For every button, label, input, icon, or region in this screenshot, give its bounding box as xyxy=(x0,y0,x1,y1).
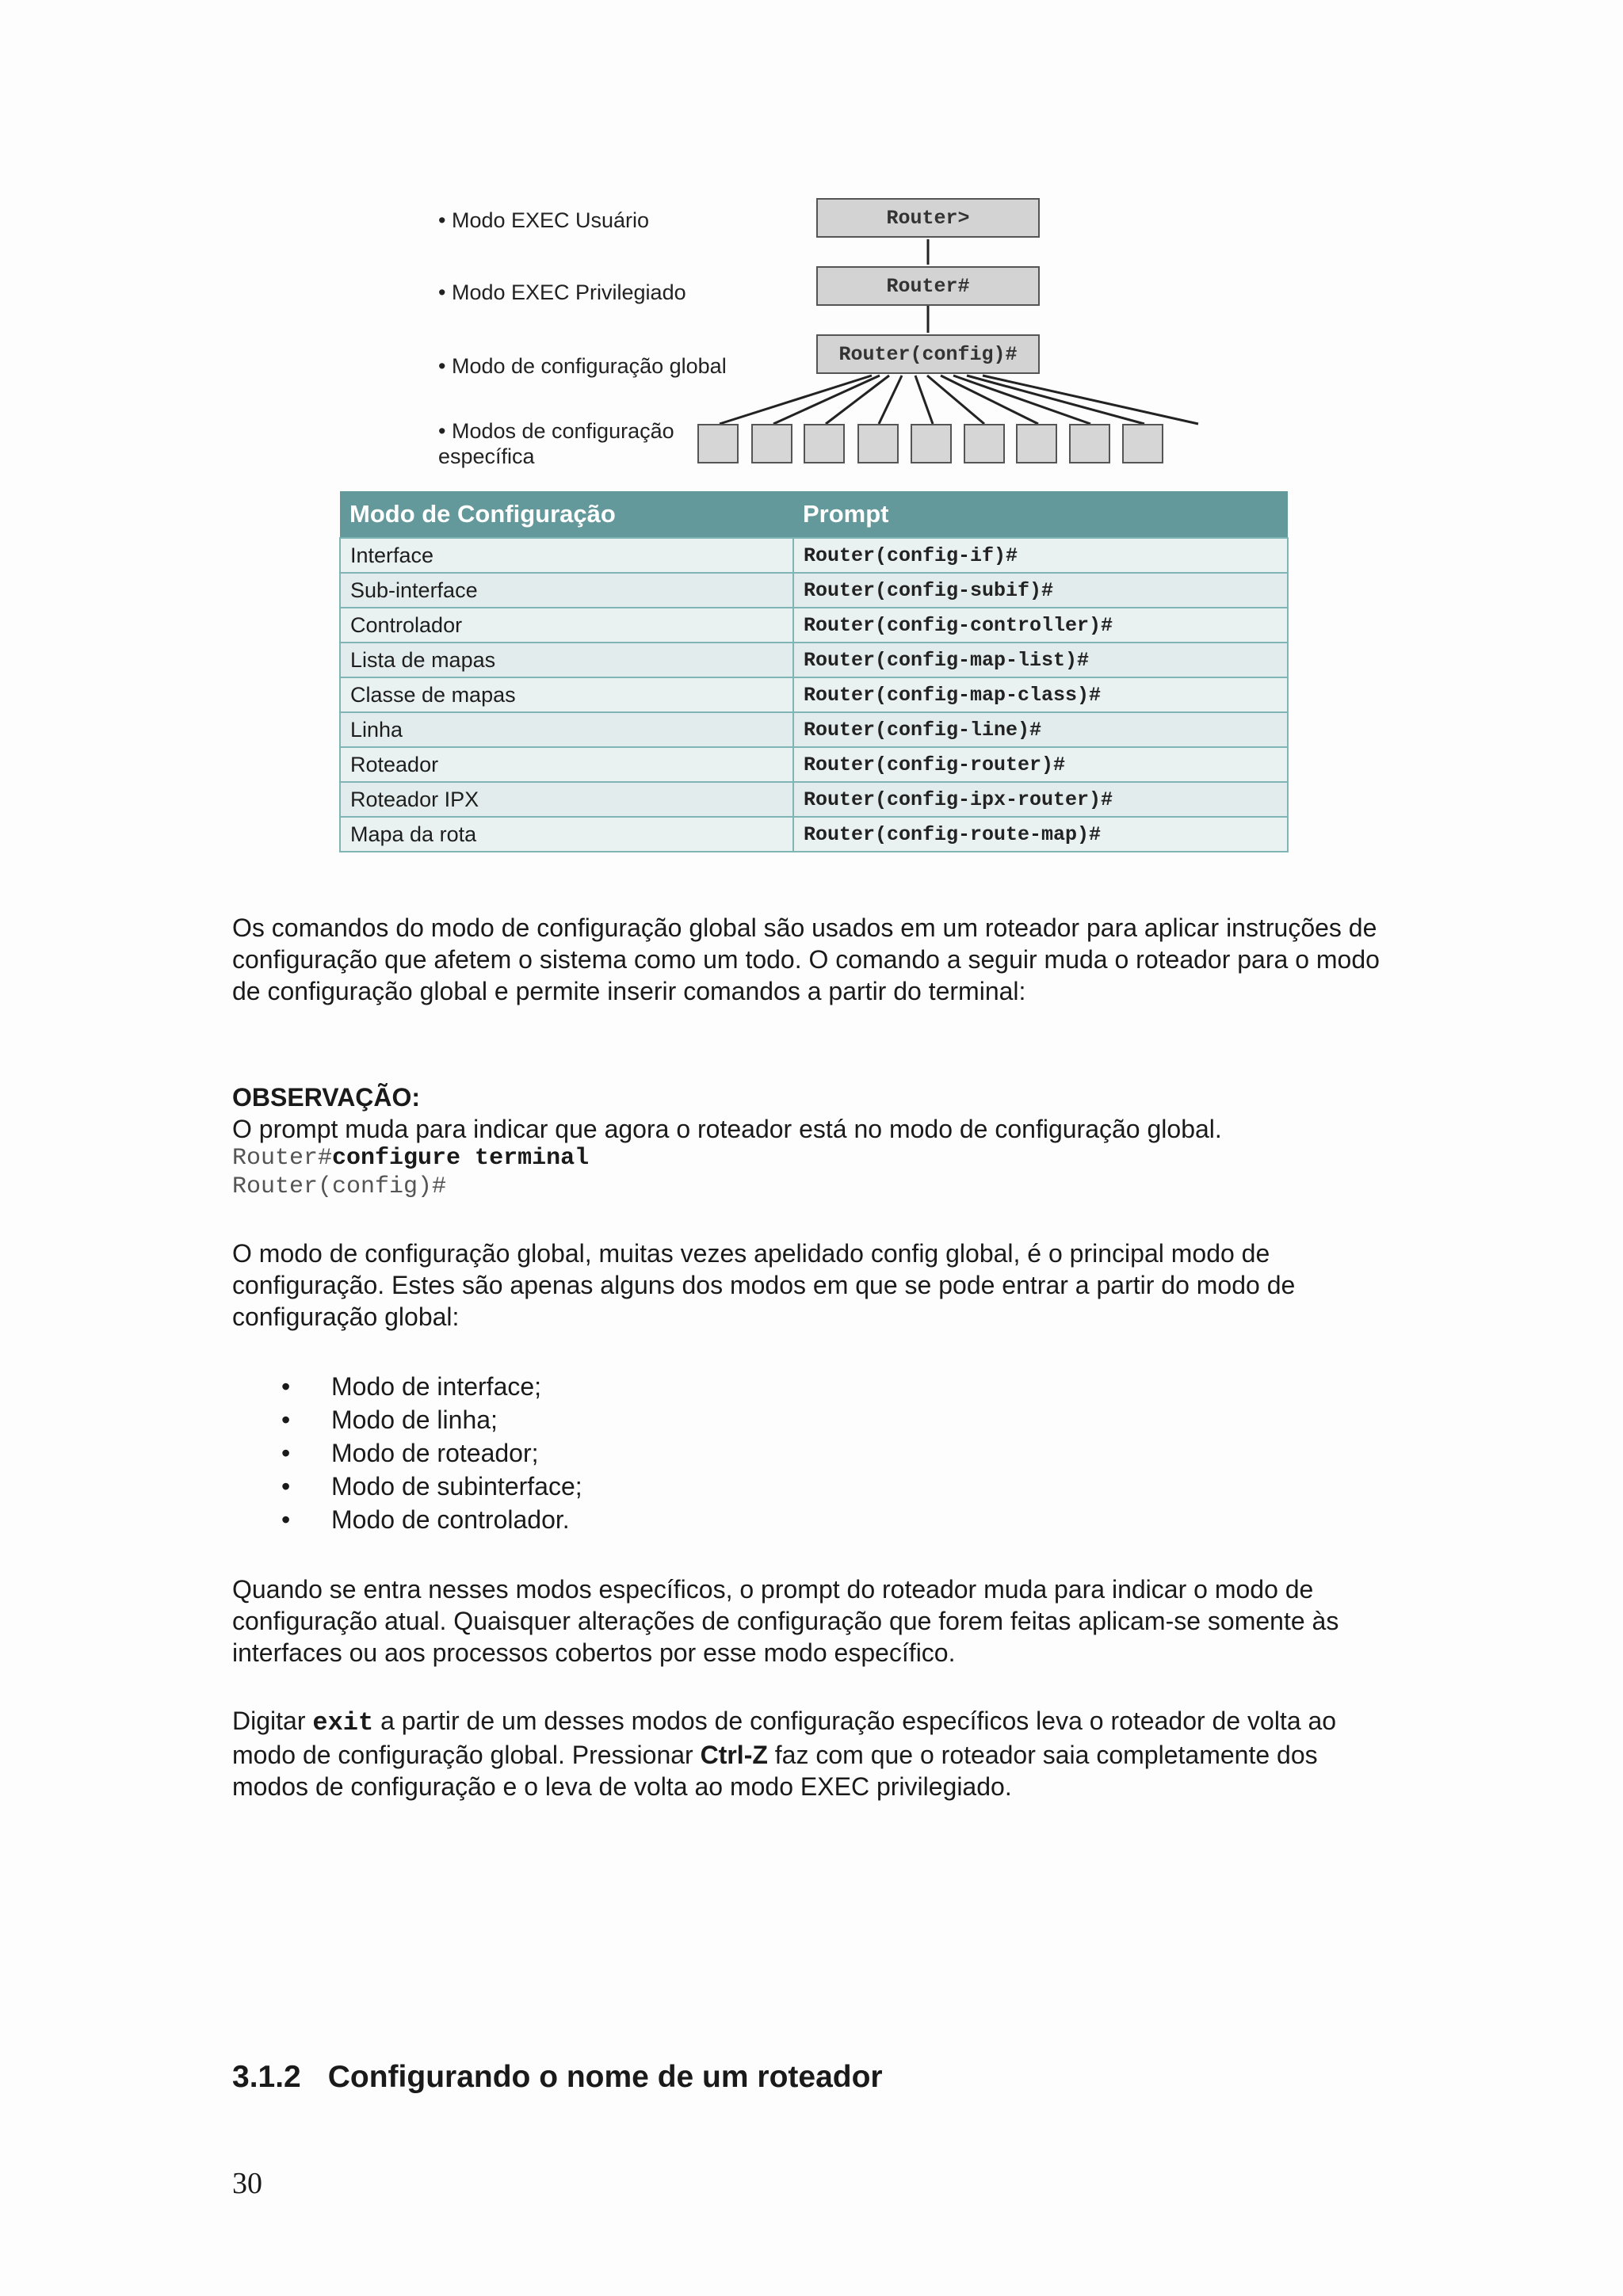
code-prompt: Router# xyxy=(232,1145,333,1172)
mode-cell: Linha xyxy=(340,712,793,747)
note-text: O prompt muda para indicar que agora o roteador está no modo de configuração global. xyxy=(232,1115,1222,1143)
note-label: OBSERVAÇÃO: xyxy=(232,1083,421,1112)
section-title: Configurando o nome de um roteador xyxy=(327,2060,883,2094)
table-row xyxy=(340,712,1288,747)
header-config-mode: Modo de Configuração xyxy=(340,491,793,538)
prompt-cell: Router(config-map-list)# xyxy=(793,643,1288,677)
mode-cell: Sub-interface xyxy=(340,573,793,608)
specific-mode-box xyxy=(911,424,952,463)
specific-mode-box xyxy=(1016,424,1057,463)
intro-paragraph: Os comandos do modo de configuração global são usados em um roteador para aplicar instruções de configuração que afetem o sistema como um todo. O comando a seguir muda o roteador para o modo de configuração global e permite inserir comandos a partir do terminal: xyxy=(232,913,1380,1005)
label-global-config: • Modo de configuração global xyxy=(438,354,727,378)
list-item-text: Modo de controlador. xyxy=(331,1505,570,1534)
mode-cell: Lista de mapas xyxy=(340,643,793,677)
prompt-cell: Router(config-subif)# xyxy=(793,573,1288,608)
table-row xyxy=(340,782,1288,817)
ctrl-z-key: Ctrl-Z xyxy=(700,1741,768,1769)
table-row xyxy=(340,747,1288,782)
bullet-icon: • xyxy=(281,1505,291,1534)
list-item-text: Modo de linha; xyxy=(331,1405,498,1434)
router-privileged-box: Router# xyxy=(816,266,1040,306)
prompt-cell: Router(config-line)# xyxy=(793,712,1288,747)
specific-mode-box xyxy=(1122,424,1163,463)
router-user-exec-box: Router> xyxy=(816,198,1040,238)
specific-mode-box xyxy=(1069,424,1110,463)
specific-mode-box xyxy=(964,424,1005,463)
bullet-icon: • xyxy=(281,1439,291,1467)
specific-mode-box xyxy=(751,424,792,463)
exit-text-c: faz com que o roteador saia completamente dos modos de configuração e o leva de volta ao modo EXEC privilegiado. xyxy=(232,1741,1318,1801)
label-user-exec: • Modo EXEC Usuário xyxy=(438,208,650,232)
exit-command: exit xyxy=(312,1708,374,1737)
prompt-cell: Router(config-ipx-router)# xyxy=(793,782,1288,817)
exit-text-b: a partir de um desses modos de configuração específicos leva o roteador de volta ao modo de configuração global. Pressionar xyxy=(232,1707,1337,1769)
exit-text-a: Digitar xyxy=(232,1707,313,1735)
code-line-2: Router(config)# xyxy=(232,1173,447,1200)
mode-hierarchy-diagram xyxy=(0,0,1623,475)
exit-paragraph xyxy=(232,1705,1397,1802)
bullet-icon: • xyxy=(281,1405,291,1434)
prompt-cell: Router(config-controller)# xyxy=(793,608,1288,643)
list-item xyxy=(281,1404,498,1436)
list-item xyxy=(281,1504,570,1535)
specific-mode-box xyxy=(697,424,739,463)
mode-cell: Roteador IPX xyxy=(340,782,793,817)
table-row xyxy=(340,817,1288,852)
list-item xyxy=(281,1371,541,1402)
mode-cell: Roteador xyxy=(340,747,793,782)
mode-cell: Interface xyxy=(340,538,793,573)
mode-cell: Classe de mapas xyxy=(340,677,793,712)
router-config-box: Router(config)# xyxy=(816,334,1040,374)
table-row xyxy=(340,573,1288,608)
table-row xyxy=(340,677,1288,712)
mode-cell: Controlador xyxy=(340,608,793,643)
prompt-cell: Router(config-if)# xyxy=(793,538,1288,573)
global-config-paragraph: O modo de configuração global, muitas vezes apelidado config global, é o principal modo de configuração. Estes são apenas alguns dos modos em que se pode entrar a partir do modo de configuração global: xyxy=(232,1239,1296,1331)
section-heading xyxy=(232,2060,883,2095)
list-item-text: Modo de subinterface; xyxy=(331,1472,582,1501)
header-prompt: Prompt xyxy=(793,491,1288,538)
mode-cell: Mapa da rota xyxy=(340,817,793,852)
specific-mode-box xyxy=(804,424,845,463)
list-item xyxy=(281,1437,539,1469)
specific-mode-box xyxy=(857,424,899,463)
bullet-icon: • xyxy=(281,1472,291,1501)
config-mode-table xyxy=(339,491,1289,852)
prompt-cell: Router(config-router)# xyxy=(793,747,1288,782)
table-row xyxy=(340,538,1288,573)
specific-modes-paragraph: Quando se entra nesses modos específicos, o prompt do roteador muda para indicar o modo de configuração atual. Quaisquer alterações de configuração que forem feitas aplicam-se somente às interfaces ou aos processos cobertos por esse modo específico. xyxy=(232,1575,1339,1667)
bullet-icon: • xyxy=(281,1372,291,1401)
section-number: 3.1.2 xyxy=(232,2060,301,2094)
table-row xyxy=(340,643,1288,677)
prompt-cell: Router(config-route-map)# xyxy=(793,817,1288,852)
prompt-cell: Router(config-map-class)# xyxy=(793,677,1288,712)
table-header-row xyxy=(340,491,1288,538)
list-item-text: Modo de interface; xyxy=(331,1372,542,1401)
code-command: configure terminal xyxy=(332,1145,590,1172)
hierarchy-connectors xyxy=(0,0,1623,475)
table-row xyxy=(340,608,1288,643)
label-privileged-exec: • Modo EXEC Privilegiado xyxy=(438,280,686,304)
label-specific-config: • Modos de configuração específica xyxy=(438,419,674,468)
code-line-1 xyxy=(232,1144,589,1173)
page-number: 30 xyxy=(232,2167,262,2200)
list-item xyxy=(281,1470,582,1502)
list-item-text: Modo de roteador; xyxy=(331,1439,539,1467)
